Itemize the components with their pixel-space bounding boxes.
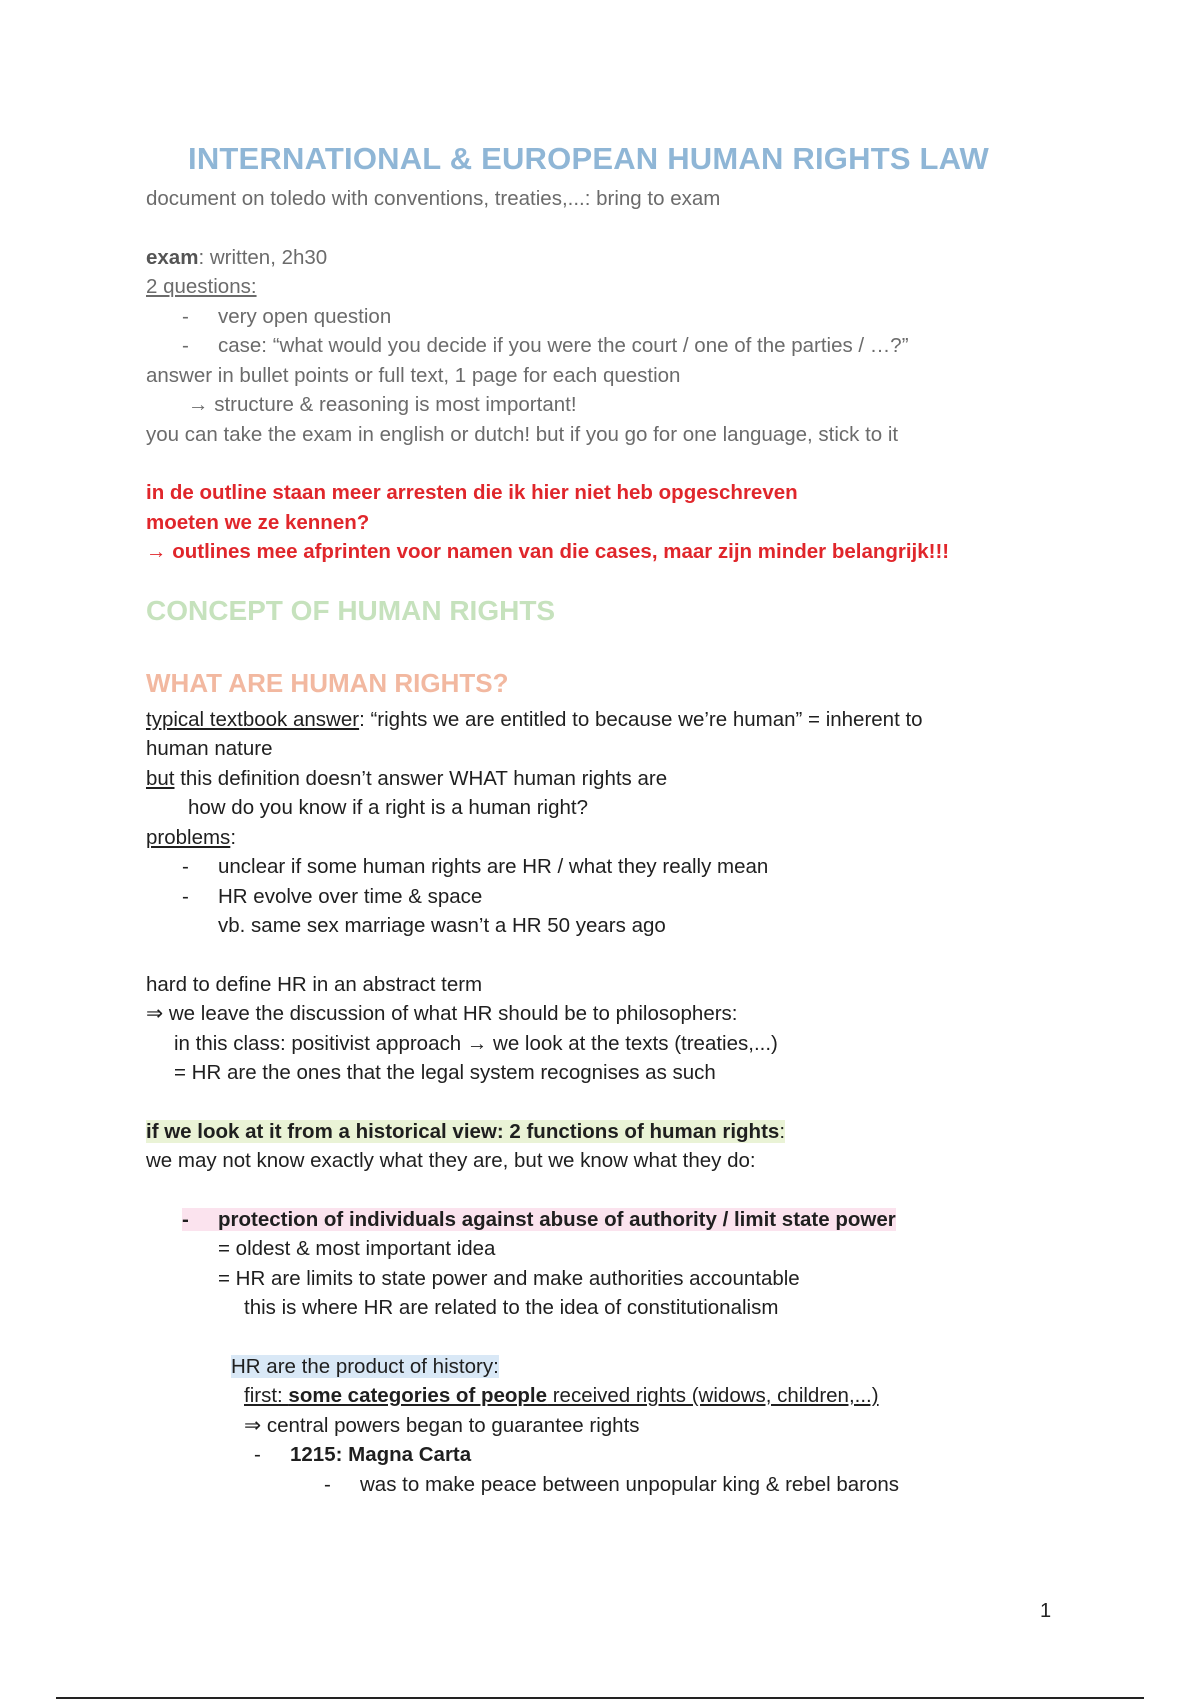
first-rest: received rights (widows, children,...) — [547, 1384, 879, 1407]
textbook-text: : “rights we are entitled to because we’re human” = inherent to — [359, 707, 923, 731]
warning-line-1: in de outline staan meer arresten die ik hier niet heb opgeschreven — [146, 481, 798, 504]
bullet-dash: - — [182, 334, 189, 357]
section-heading-what-are: WHAT ARE HUMAN RIGHTS? — [146, 667, 509, 698]
hard-define: hard to define HR in an abstract term — [146, 972, 483, 996]
constitutionalism: this is where HR are related to the idea of constitutionalism — [244, 1296, 779, 1319]
magna-desc-item — [146, 1470, 1046, 1500]
product-history: HR are the product of history: — [231, 1354, 499, 1378]
problem-item-1 — [146, 852, 1046, 882]
first-label: first: — [244, 1384, 289, 1407]
magna-desc: was to make peace between unpopular king & rebel barons — [360, 1472, 900, 1496]
limits-state-power: = HR are limits to state power and make authorities accountable — [218, 1266, 800, 1290]
document-title: INTERNATIONAL & EUROPEAN HUMAN RIGHTS LAW — [188, 141, 989, 176]
may-not-know: we may not know exactly what they are, but we know what they do: — [146, 1149, 756, 1172]
problem-2-example: vb. same sex marriage wasn’t a HR 50 years ago — [218, 914, 666, 937]
bullet-dash: - — [254, 1443, 261, 1466]
exam-label: exam — [146, 245, 199, 269]
question-2-text: case: “what would you decide if you were the court / one of the parties / …?” — [218, 334, 909, 357]
document-content — [146, 140, 1046, 1499]
page-number: 1 — [1040, 1600, 1052, 1622]
positivist: in this class: positivist approach → we look at the texts (treaties,...) — [174, 1031, 778, 1055]
problems-label: problems — [146, 825, 231, 849]
question-item-2 — [146, 331, 1046, 361]
question-item-1 — [146, 302, 1046, 332]
historical-colon: : — [779, 1119, 786, 1143]
bullet-dash: - — [182, 884, 189, 908]
structure-note: → structure & reasoning is most important! — [188, 393, 577, 416]
warning-line-3: → outlines mee afprinten voor namen van die cases, maar zijn minder belangrijk!!! — [146, 540, 950, 563]
bullet-dash: - — [182, 855, 189, 878]
problems-colon: : — [230, 825, 237, 849]
magna-carta: 1215: Magna Carta — [290, 1443, 472, 1466]
page-bottom-rule — [56, 1697, 1144, 1699]
problems-line — [146, 823, 1046, 853]
historical-bold: if we look at it from a historical view: 2 functions of human rights — [146, 1119, 780, 1143]
bullet-dash: - — [182, 1207, 189, 1231]
oldest-idea: = oldest & most important idea — [218, 1237, 496, 1260]
first-bold: some categories of people — [288, 1384, 548, 1407]
function-item-1 — [146, 1205, 1046, 1235]
language-note: you can take the exam in english or dutch! but if you go for one language, stick to it — [146, 422, 899, 446]
textbook-line — [146, 705, 1046, 735]
but-text: this definition doesn’t answer WHAT human rights are — [174, 766, 668, 790]
bullet-dash: - — [324, 1472, 331, 1496]
section-heading-concept: CONCEPT OF HUMAN RIGHTS — [146, 594, 556, 626]
historical-line — [146, 1117, 1046, 1147]
first-line — [146, 1381, 1046, 1411]
warning-line-2: moeten we ze kennen? — [146, 510, 370, 534]
textbook-label: typical textbook answer — [146, 707, 360, 731]
questions-label: 2 questions: — [146, 275, 257, 298]
question-1-text: very open question — [218, 304, 392, 328]
textbook-cont: human nature — [146, 737, 273, 760]
answer-note: answer in bullet points or full text, 1 page for each question — [146, 363, 681, 387]
problem-1-text: unclear if some human rights are HR / what they really mean — [218, 855, 769, 878]
function-1-text: protection of individuals against abuse of authority / limit state power — [218, 1207, 896, 1231]
product-history-line — [146, 1352, 1046, 1382]
doc-note: document on toledo with conventions, treaties,...: bring to exam — [146, 187, 721, 210]
but-line — [146, 764, 1046, 794]
problem-2-text: HR evolve over time & space — [218, 884, 483, 908]
recognised: = HR are the ones that the legal system recognises as such — [174, 1061, 716, 1084]
how-know: how do you know if a right is a human right? — [188, 796, 588, 819]
problem-item-2 — [146, 882, 1046, 912]
exam-value: : written, 2h30 — [198, 245, 328, 269]
leave-discussion: ⇒ we leave the discussion of what HR should be to philosophers: — [146, 1002, 738, 1025]
but-label: but — [146, 766, 175, 790]
central-powers: ⇒ central powers began to guarantee rights — [244, 1413, 640, 1437]
magna-carta-item — [146, 1440, 1046, 1470]
bullet-dash: - — [182, 304, 189, 328]
exam-line — [146, 243, 1046, 273]
